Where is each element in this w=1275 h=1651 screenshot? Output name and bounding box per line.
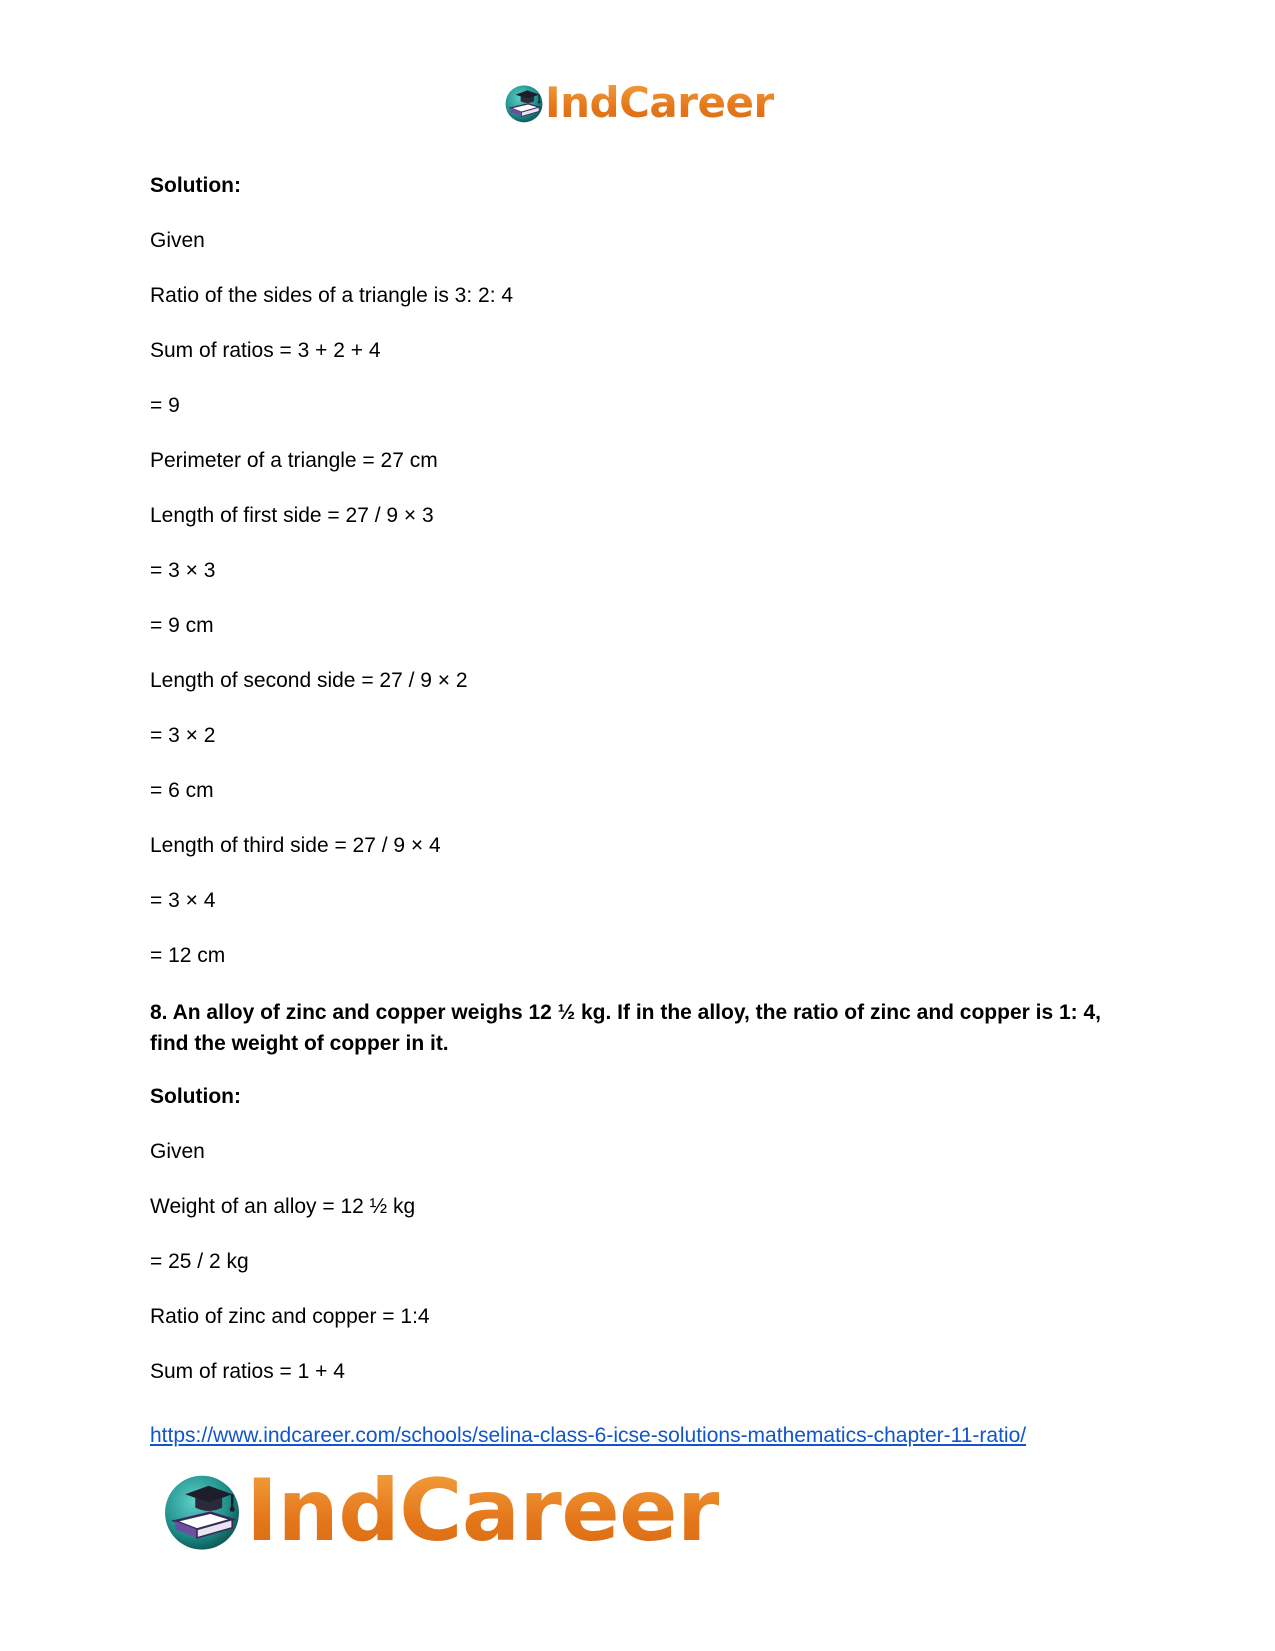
question-8: 8. An alloy of zinc and copper weighs 12 ½ kg. If in the alloy, the ratio of zinc and copper is 1: 4, find the weight of copper in it. xyxy=(150,1001,1102,1055)
text-line: = 12 cm xyxy=(150,944,226,967)
logo-text: IndCareer xyxy=(246,1461,719,1561)
text-line: = 6 cm xyxy=(150,779,214,802)
solution-heading: Solution: xyxy=(150,174,241,197)
text-line: Ratio of zinc and copper = 1:4 xyxy=(150,1305,430,1328)
text-line: = 9 cm xyxy=(150,614,214,637)
text-line: Length of second side = 27 / 9 × 2 xyxy=(150,669,468,692)
text-line: Weight of an alloy = 12 ½ kg xyxy=(150,1195,416,1218)
source-link[interactable]: https://www.indcareer.com/schools/selina-class-6-icse-solutions-mathematics-chapter-11-ratio/ xyxy=(150,1424,1027,1447)
text-line: Given xyxy=(150,229,205,252)
text-line: Sum of ratios = 3 + 2 + 4 xyxy=(150,339,381,362)
footer-logo xyxy=(160,1463,719,1559)
graduation-cap-book-globe-icon xyxy=(503,82,545,124)
text-line: Ratio of the sides of a triangle is 3: 2: 4 xyxy=(150,284,514,307)
logo-text: IndCareer xyxy=(545,78,774,127)
text-line: Length of first side = 27 / 9 × 3 xyxy=(150,504,434,527)
text-line: = 25 / 2 kg xyxy=(150,1250,249,1273)
text-line: Sum of ratios = 1 + 4 xyxy=(150,1360,345,1383)
solution-content xyxy=(150,172,1125,1413)
text-line: = 3 × 4 xyxy=(150,889,216,912)
solution-heading: Solution: xyxy=(150,1085,241,1108)
text-line: Length of third side = 27 / 9 × 4 xyxy=(150,834,441,857)
header-logo xyxy=(503,78,774,128)
text-line: = 3 × 3 xyxy=(150,559,216,582)
graduation-cap-book-globe-icon xyxy=(160,1469,244,1553)
text-line: = 3 × 2 xyxy=(150,724,216,747)
text-line: Perimeter of a triangle = 27 cm xyxy=(150,449,438,472)
text-line: Given xyxy=(150,1140,205,1163)
text-line: = 9 xyxy=(150,394,180,417)
